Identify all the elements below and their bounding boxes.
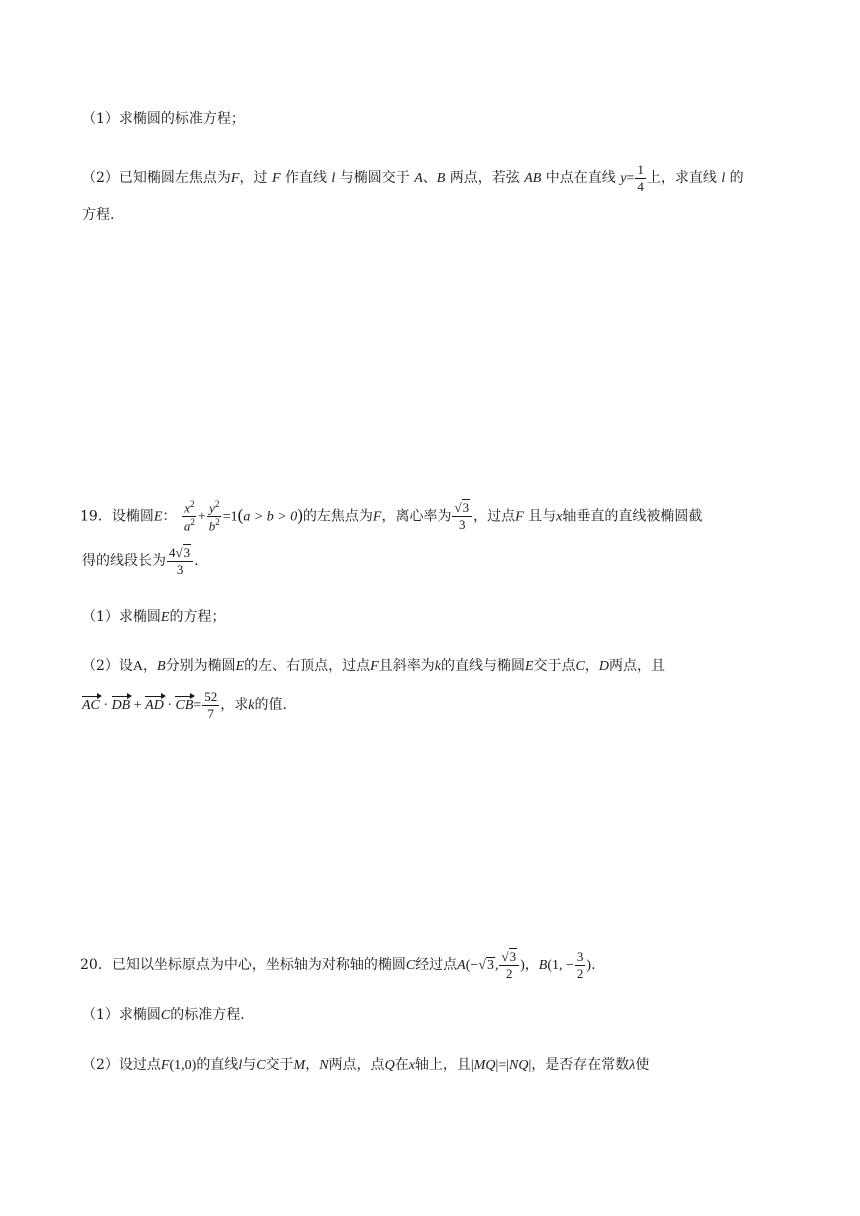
var-AB: AB: [524, 171, 542, 187]
var-F: F: [271, 171, 281, 187]
var-x: x: [408, 1058, 415, 1073]
text: .: [194, 553, 199, 570]
var-B: B: [157, 659, 166, 674]
question-20: 20．已知以坐标原点为中心，坐标轴为对称轴的椭圆C经过点A(−√3, $\frac{√3}{2}$ )，B(1, − $\frac{3}{2}$ ).: [80, 949, 596, 981]
subquestion-2-line2: [82, 208, 114, 222]
text: 与椭圆交于: [339, 170, 410, 187]
var-E: E: [153, 509, 163, 525]
vector-AC: AC: [82, 695, 100, 713]
condition: a > b > 0: [243, 509, 298, 525]
text: 交于: [265, 1057, 294, 1073]
q20-subquestion-1: [82, 1008, 245, 1023]
text: 两点，点: [328, 1057, 385, 1073]
fraction-sqrt3-2: $\frac{√3}{2}$: [499, 950, 519, 980]
var-A: A: [132, 659, 144, 674]
var-C: C: [575, 659, 585, 674]
text: 两点，若弦: [449, 170, 520, 187]
question-19-line2: [82, 546, 199, 576]
text: 交于点: [533, 658, 576, 674]
text: 与: [242, 1057, 257, 1073]
text: ，: [524, 957, 539, 974]
text: ，离心率为: [381, 508, 452, 525]
text: 、: [422, 170, 437, 187]
vector-DB: DB: [112, 695, 131, 713]
subquestion-1-text: （1）求椭圆的标准方程；: [82, 111, 245, 127]
var-B: B: [436, 171, 446, 187]
text: （1）求椭圆: [82, 1007, 161, 1023]
var-l: l: [331, 171, 336, 187]
fraction-x2-a2: $\frac{x^2}{a^2}$: [183, 499, 195, 534]
text: 经过点: [415, 957, 458, 974]
var-E: E: [235, 659, 245, 674]
text: 20．已知以坐标原点为中心，坐标轴为对称轴的椭圆: [80, 957, 406, 974]
text: 的左焦点为: [302, 508, 373, 525]
q19-subquestion-2: [82, 659, 665, 674]
text: 上，求直线: [646, 170, 717, 187]
text: 且与: [528, 508, 557, 525]
var-B: B: [538, 958, 548, 974]
fraction-3-2: $\frac{3}{2}$: [576, 949, 584, 981]
coordinate: (1,0): [169, 1058, 197, 1073]
text: ，: [305, 1057, 320, 1073]
equals-sign: =: [626, 171, 635, 187]
text: ，过: [239, 170, 268, 187]
text: （2）设: [82, 658, 133, 674]
text: 两点，且: [608, 658, 665, 674]
var-C: C: [256, 1058, 266, 1073]
sqrt-3: √3: [478, 958, 494, 974]
var-F: F: [160, 1058, 170, 1073]
q19-subquestion-2-line2: AC · DB + AD · CB= $\frac{52}{7}$ ，求k的值.: [82, 689, 287, 721]
var-M: M: [293, 1058, 306, 1073]
text: （2）已知椭圆左焦点为: [82, 170, 231, 187]
var-E: E: [160, 610, 170, 625]
var-A: A: [457, 958, 466, 974]
text: 的左、右顶点，过点: [244, 658, 371, 674]
var-l: l: [238, 1058, 243, 1073]
text: ，过点: [473, 508, 516, 525]
fraction-52-7: $\frac{52}{7}$: [204, 689, 218, 721]
text: ，: [584, 658, 599, 674]
text: 分别为椭圆: [165, 658, 236, 674]
text: ，求: [220, 697, 249, 714]
text: 的: [729, 170, 744, 187]
var-F: F: [230, 171, 240, 187]
text: ，: [143, 658, 158, 674]
var-F: F: [372, 509, 382, 525]
text: 使: [635, 1057, 650, 1073]
subquestion-1: [82, 112, 245, 126]
abs-MQ: MQ: [473, 1058, 496, 1073]
text: 的值.: [254, 697, 287, 714]
vector-CB: CB: [175, 695, 193, 713]
text: ：: [162, 508, 177, 525]
var-x: x: [556, 509, 563, 525]
fraction-4sqrt3-3: $\frac{4√3}{3}$: [167, 546, 193, 576]
text: ，是否存在常数: [531, 1057, 630, 1073]
fraction-one-quarter: $\frac{1}{4}$: [637, 162, 644, 194]
vector-AD: AD: [145, 695, 164, 713]
text: 的方程；: [169, 609, 226, 625]
text: 中点在直线: [545, 170, 616, 187]
var-l: l: [721, 171, 726, 187]
var-A: A: [414, 171, 423, 187]
var-N: N: [319, 1058, 329, 1073]
q19-subquestion-1: [82, 610, 225, 625]
var-y: y: [620, 171, 627, 187]
q20-subquestion-2: （2）设过点F(1,0)的直线l与C交于M，N两点，点Q在x轴上，且|MQ|=|NQ|，是否存在常数λ使: [82, 1057, 650, 1073]
subquestion-2: [82, 163, 744, 193]
var-D: D: [598, 659, 609, 674]
var-E: E: [524, 659, 534, 674]
text: 得的线段长为: [82, 553, 166, 570]
text: （2）设过点: [82, 1057, 161, 1073]
var-F: F: [370, 659, 379, 674]
var-F: F: [515, 509, 524, 525]
var-k: k: [434, 659, 441, 674]
text: 轴垂直的直线被椭圆截: [562, 508, 703, 525]
text: 的直线与椭圆: [440, 658, 525, 674]
var-C: C: [160, 1008, 171, 1023]
var-C: C: [405, 958, 416, 974]
text: 的标准方程.: [170, 1007, 245, 1023]
text: 的直线: [196, 1057, 239, 1073]
text: （1）求椭圆: [82, 609, 161, 625]
abs-NQ: NQ: [509, 1058, 529, 1073]
var-Q: Q: [384, 1058, 395, 1073]
plus-sign: +: [197, 509, 206, 525]
text: 作直线: [284, 170, 327, 187]
text: 方程.: [82, 207, 115, 223]
var-k: k: [248, 698, 255, 714]
equals-one: =1: [222, 509, 238, 525]
fraction-sqrt3-3: $\frac{√3}{3}$: [452, 501, 472, 531]
text: .: [591, 957, 596, 974]
var-lambda: λ: [629, 1058, 636, 1073]
text: 在: [394, 1057, 409, 1073]
question-number: 19．设椭圆: [80, 508, 154, 525]
fraction-y2-b2: $\frac{y^2}{b^2}$: [208, 499, 220, 534]
text: 轴上，且: [414, 1057, 471, 1073]
text: 且斜率为: [378, 658, 435, 674]
question-19: 19．设椭圆E： $\frac{x^2}{a^2}$ + $\frac{y^2}{b^2}$ =1(a > b > 0)的左焦点为F，离心率为 $\frac{√3}{3}$ ，过点F 且与x轴垂直的直线被椭圆截: [80, 499, 703, 534]
